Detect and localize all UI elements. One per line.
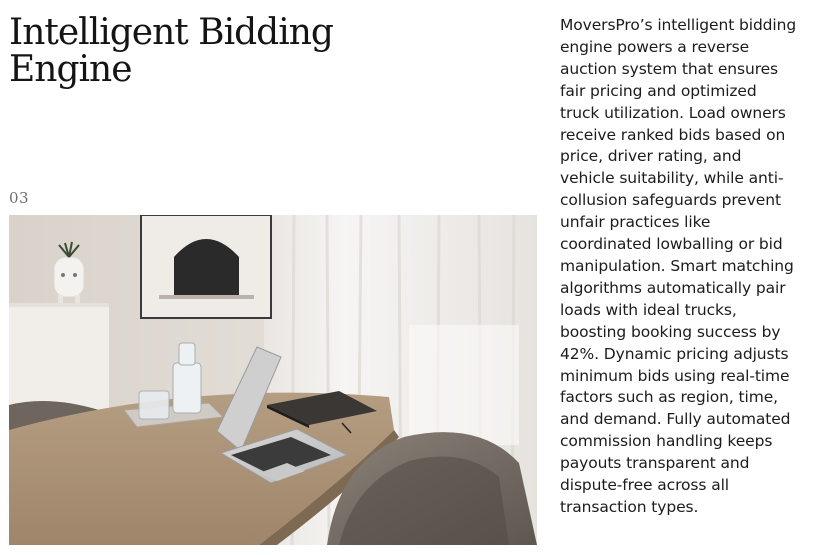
slide-title: Intelligent Bidding Engine bbox=[9, 12, 333, 90]
workspace-photo bbox=[9, 215, 537, 545]
section-number: 03 bbox=[9, 189, 30, 207]
body-paragraph: MoversPro’s intelligent bidding engine powers a reverse auction system that ensures fair pricing and optimized truck utilization. Load owners receive ranked bids based on price, driver rating, and vehicle suitability, while anti-collusion safeguards prevent unfair practices like coordinated lowballing or bid manipulation. Smart matching algorithms automatically pair loads with ideal trucks, boosting booking success by 42%. Dynamic pricing adjusts minimum bids using real-time factors such as region, time, and demand. Fully automated commission handling keeps payouts transparent and dispute-free across all transaction types. bbox=[560, 16, 797, 516]
